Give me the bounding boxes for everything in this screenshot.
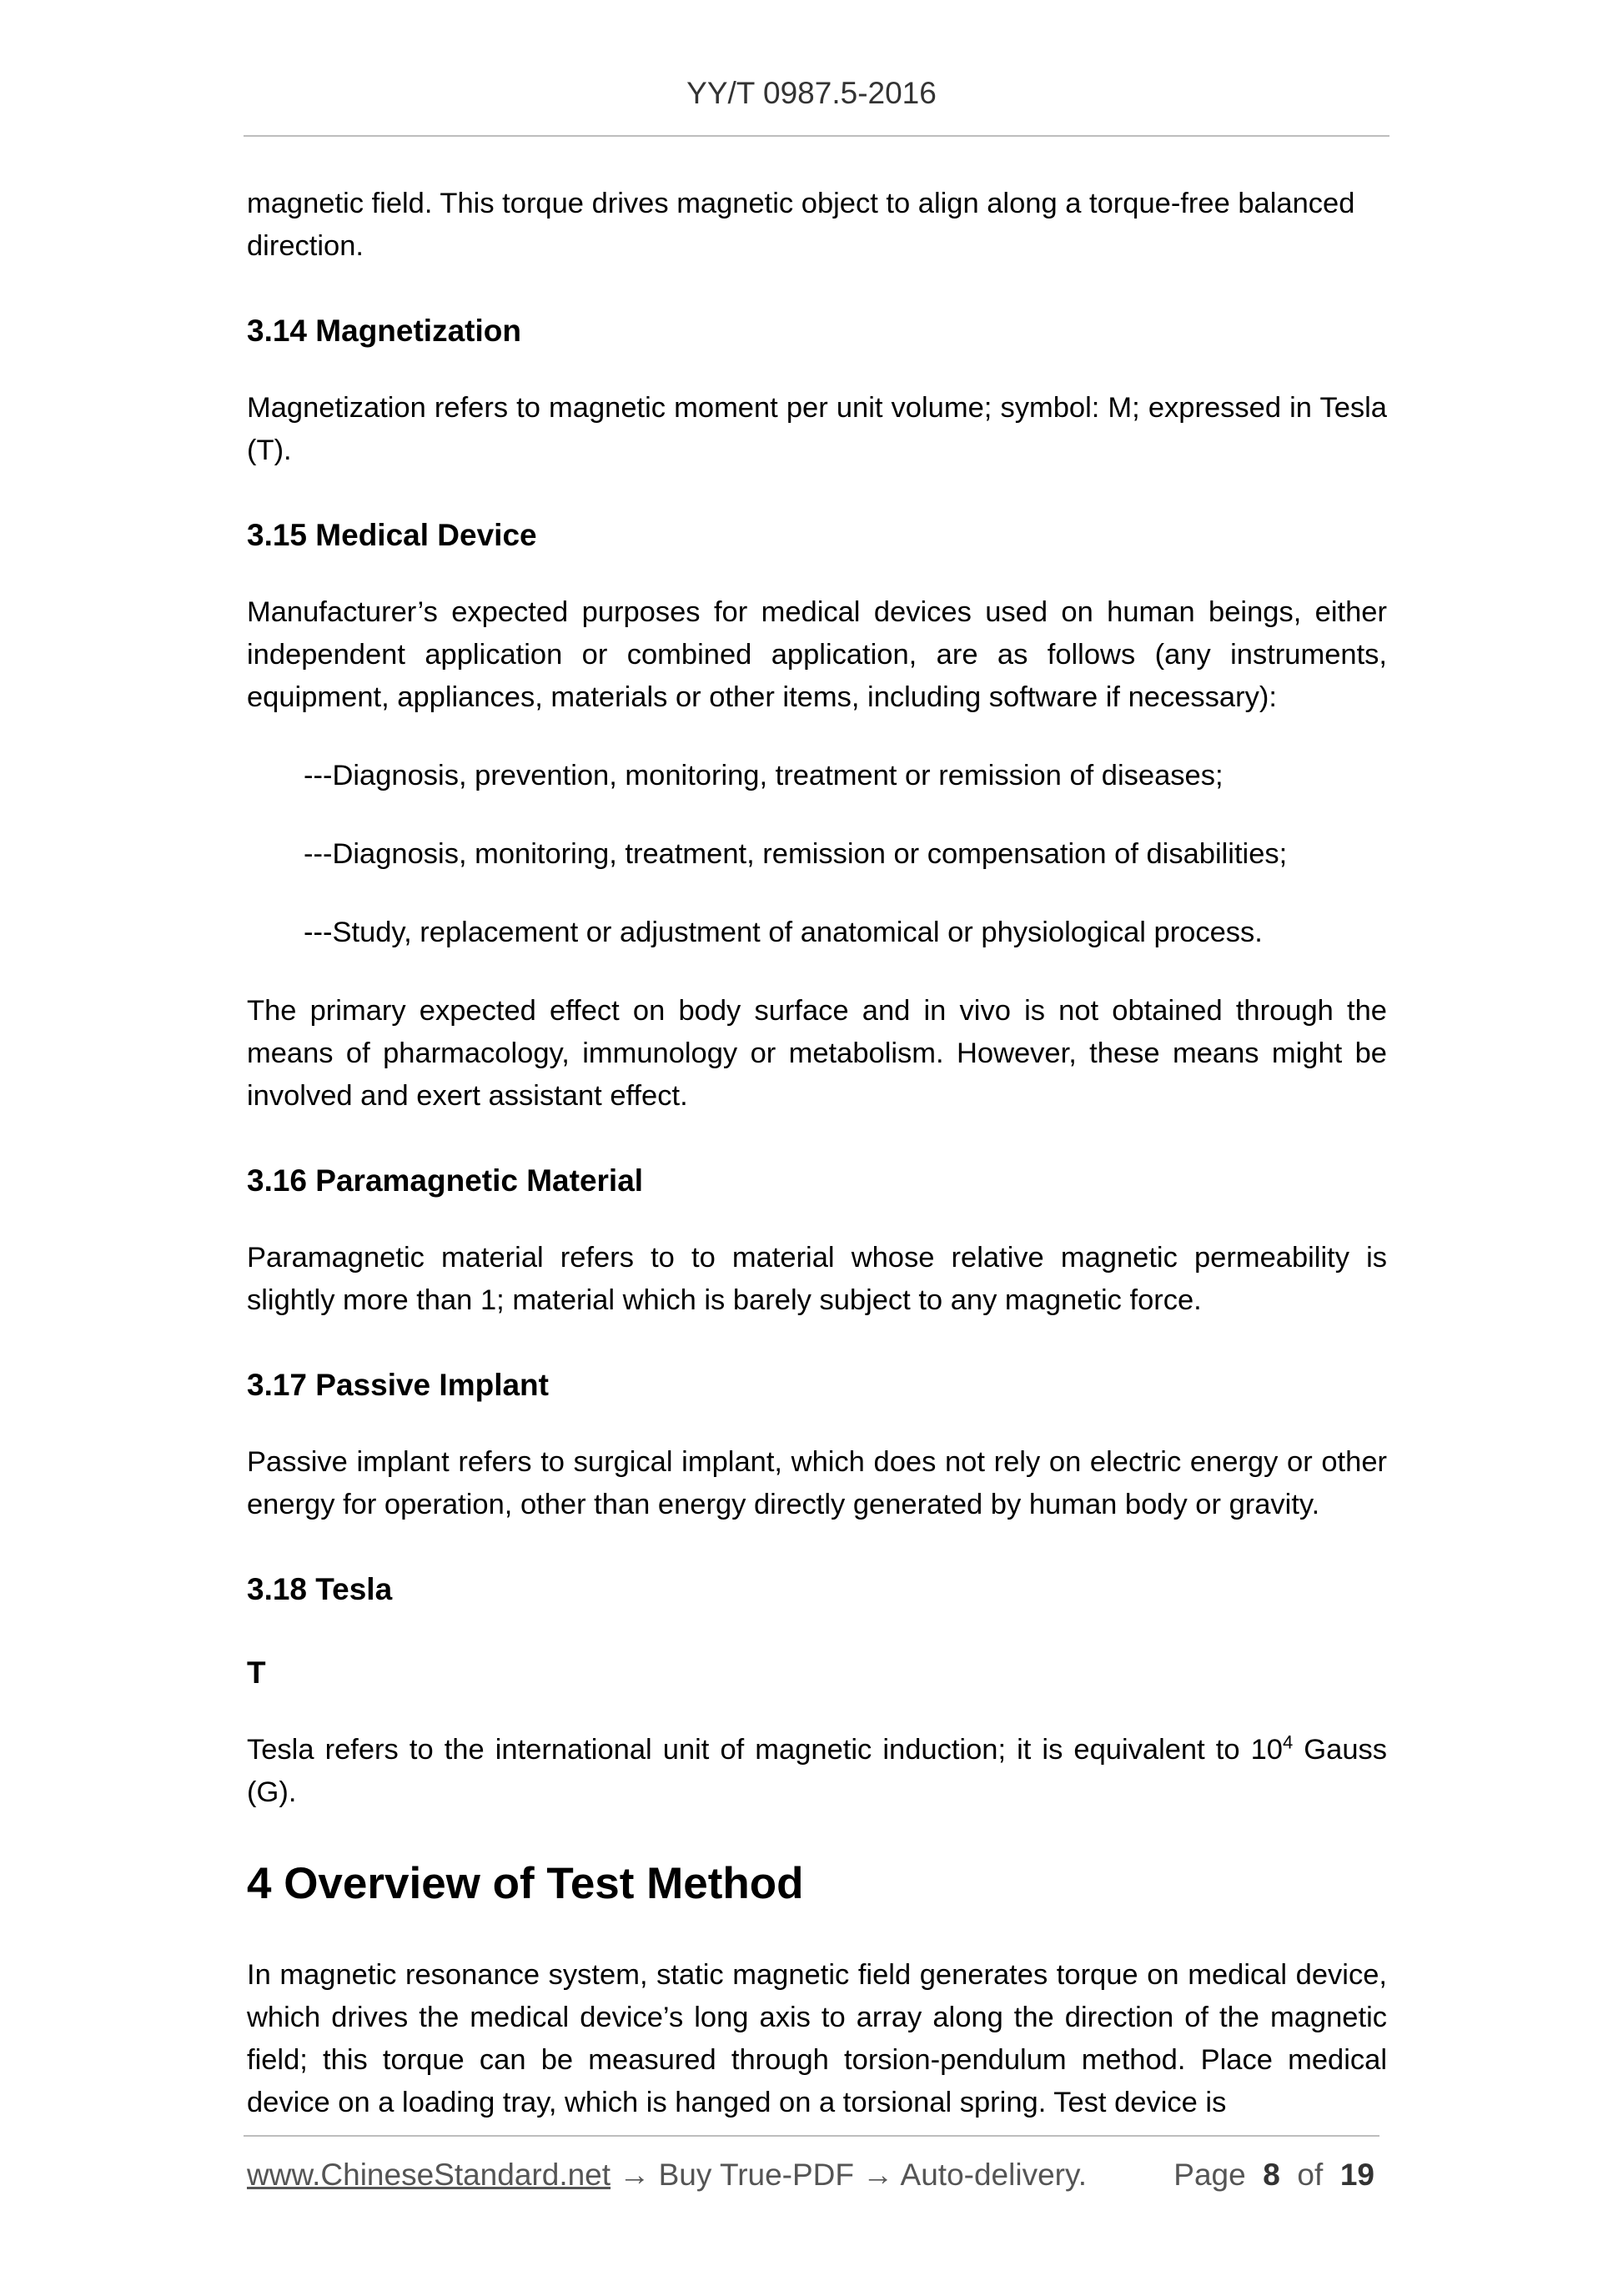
section-3-14-paragraph: Magnetization refers to magnetic moment per unit volume; symbol: M; expressed in Tesla (T). — [247, 392, 1387, 466]
section-4-heading: 4 Overview of Test Method — [247, 1859, 804, 1908]
section-3-16-heading: 3.16 Paramagnetic Material — [247, 1163, 644, 1198]
buy-true-pdf-text: Buy True-PDF — [658, 2158, 855, 2192]
spacer — [247, 1405, 1387, 1441]
exponent: 4 — [1282, 1731, 1294, 1753]
website-link[interactable]: www.ChineseStandard.net — [247, 2158, 611, 2192]
section-3-18-symbol: T — [247, 1655, 266, 1690]
intro-line-2: direction. — [247, 230, 364, 262]
page-current: 8 — [1263, 2158, 1280, 2192]
page-total: 19 — [1339, 2158, 1374, 2192]
section-3-14-heading: 3.14 Magnetization — [247, 314, 521, 348]
header-divider — [244, 135, 1389, 137]
section-3-17-paragraph: Passive implant refers to surgical implant, which does not rely on electric energy or other energy for operation, other than energy directly generated by human body or gravity. — [247, 1446, 1387, 1520]
section-3-15-paragraph: Manufacturer’s expected purposes for medical devices used on human beings, either independent application or combined application, are as follows (any instruments, equipment, appliances, materials or other items, including software if necessary): — [247, 596, 1387, 713]
section-3-16-paragraph: Paramagnetic material refers to to material whose relative magnetic permeability is slightly more than 1; material which is barely subject to any magnetic force. — [247, 1242, 1387, 1316]
tesla-definition-text: Tesla refers to the international unit of magnetic induction; it is equivalent to 10 — [247, 1734, 1283, 1766]
spacer — [247, 268, 1387, 311]
list-item: ---Diagnosis, monitoring, treatment, remission or compensation of disabilities; — [304, 838, 1288, 870]
spacer — [247, 555, 1387, 591]
arrow-right-icon: → — [619, 2158, 651, 2192]
section-3-18-heading: 3.18 Tesla — [247, 1572, 393, 1606]
intro-paragraph — [247, 183, 1387, 268]
spacer — [247, 1693, 1387, 1729]
section-4-paragraph: In magnetic resonance system, static magnetic field generates torque on medical device, which drives the medical device’s long axis to array along the direction of the magnetic field; this torque can be measured through torsion-pendulum method. Place medical device on a loading tray, which is hanged on a torsional spring. Test device is — [247, 1959, 1387, 2118]
arrow-right-icon: → — [862, 2158, 894, 2192]
tesla-definition-text-end: Gauss (G). — [247, 1734, 1388, 1808]
spacer — [247, 1610, 1387, 1653]
section-3-15-paragraph-2: The primary expected effect on body surface and in vivo is not obtained through the means of pharmacology, immunology or metabolism. However, these means might be involved and exert assistant effect. — [247, 995, 1387, 1112]
spacer — [247, 1526, 1387, 1570]
spacer — [247, 1814, 1387, 1857]
spacer — [247, 1201, 1387, 1237]
section-3-15-heading: 3.15 Medical Device — [247, 518, 537, 552]
spacer — [247, 797, 1387, 833]
spacer — [247, 1322, 1387, 1365]
spacer — [247, 719, 1387, 755]
spacer — [247, 1118, 1387, 1161]
list-item: ---Study, replacement or adjustment of anatomical or physiological process. — [304, 917, 1263, 948]
document-body — [247, 183, 1387, 2124]
page-footer — [247, 2155, 1381, 2195]
spacer — [247, 351, 1387, 387]
spacer — [247, 472, 1387, 515]
page-number — [1173, 2155, 1374, 2195]
of-label: of — [1297, 2158, 1324, 2192]
page-label: Page — [1173, 2158, 1246, 2192]
intro-line-1: magnetic field. This torque drives magnetic object to align along a torque-free balanced — [247, 188, 1355, 219]
footer-divider — [244, 2135, 1379, 2137]
section-3-17-heading: 3.17 Passive Implant — [247, 1368, 549, 1402]
footer-promo — [247, 2155, 1087, 2195]
spacer — [247, 1911, 1387, 1954]
list-item: ---Diagnosis, prevention, monitoring, treatment or remission of diseases; — [304, 760, 1224, 791]
spacer — [247, 876, 1387, 912]
auto-delivery-text: Auto-delivery. — [900, 2158, 1088, 2192]
spacer — [247, 954, 1387, 990]
page-header-doc-id: YY/T 0987.5-2016 — [686, 76, 937, 110]
section-3-18-paragraph — [247, 1729, 1387, 1814]
